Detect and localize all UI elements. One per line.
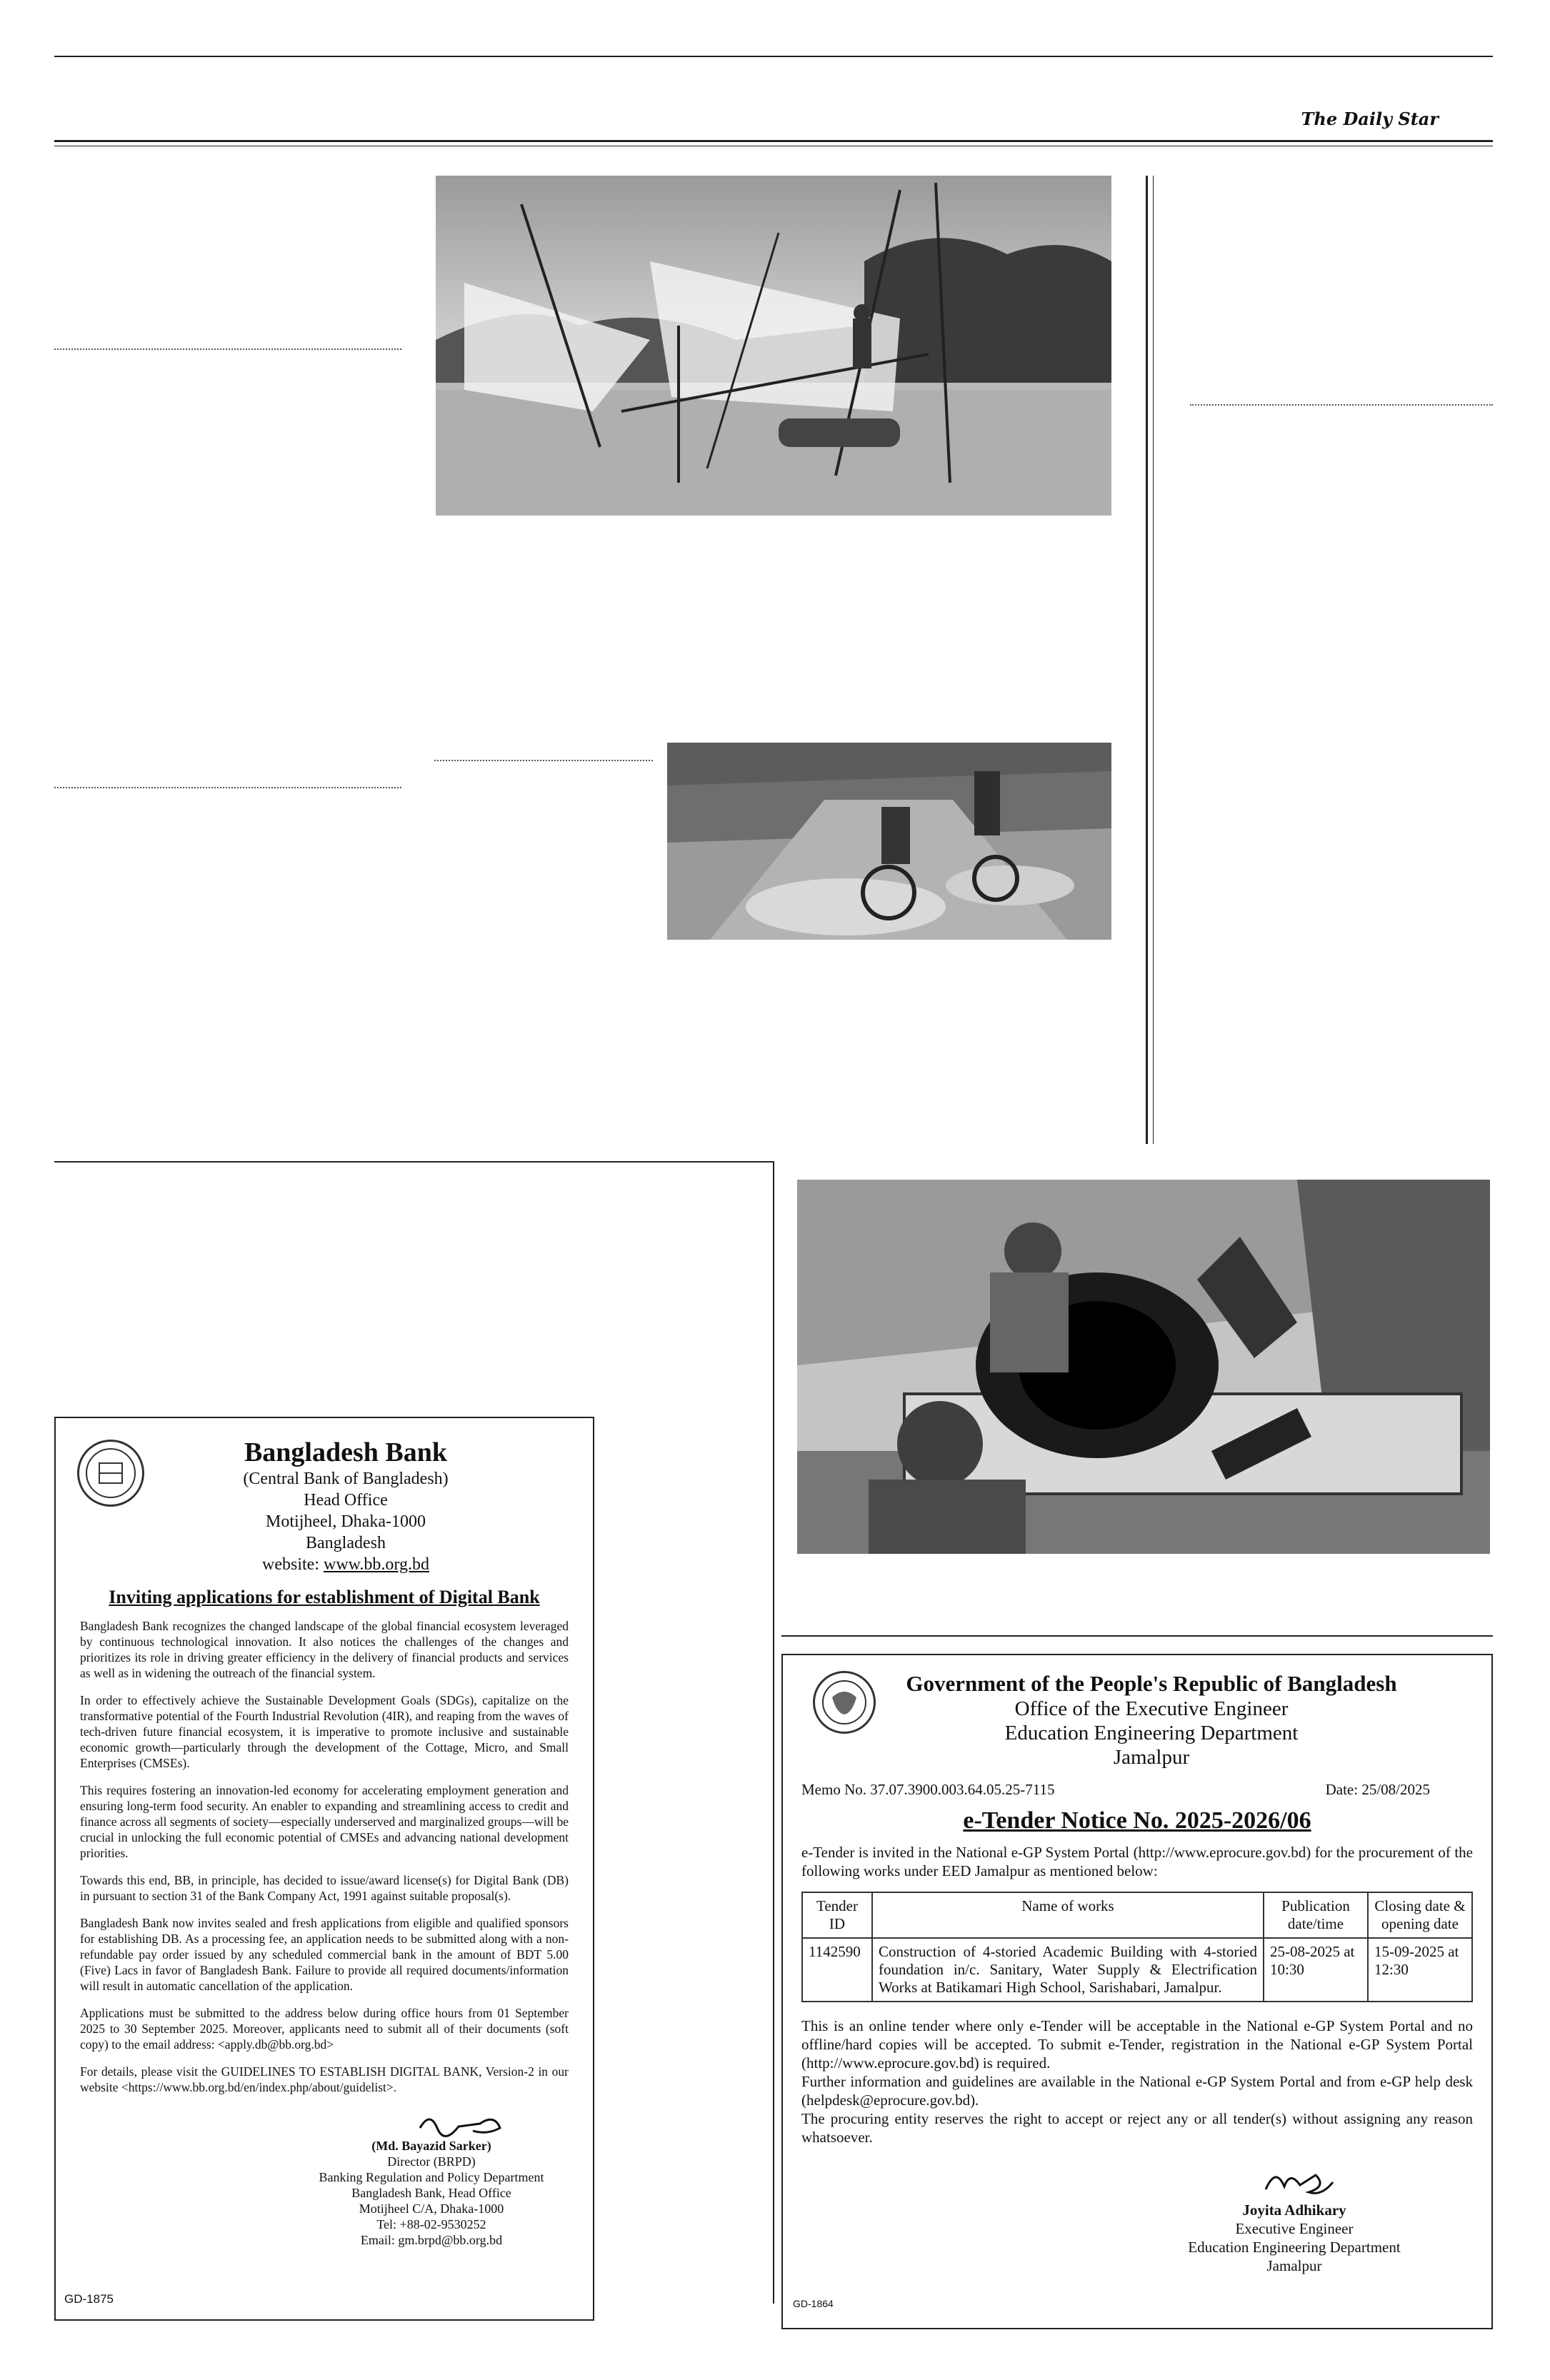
- tender-table-header-cell: Publication date/time: [1264, 1892, 1368, 1938]
- ad-bb-heading: Inviting applications for establishment of Digital Bank: [109, 1587, 540, 1607]
- truck-workers-photo: [797, 1180, 1490, 1554]
- fishing-nets-photo: [436, 176, 1111, 516]
- right-column-vertical-rule-2: [1153, 176, 1154, 1144]
- ad-eed-signer: Joyita Adhikary: [1242, 2201, 1346, 2219]
- ad-eed-signer-line: Jamalpur: [1266, 2257, 1322, 2274]
- ad-eed-signer-line: Education Engineering Department: [1188, 2239, 1401, 2256]
- header-double-rule-1: [54, 140, 1493, 142]
- fishing-nets-image: [436, 176, 1111, 516]
- ad-bb-code: GD-1875: [64, 2292, 114, 2306]
- masthead-logo: The Daily Star: [1301, 109, 1439, 129]
- lower-divider-vertical: [773, 1161, 774, 2304]
- left-column-dotted-rule-2: [54, 787, 401, 788]
- ad-bb-website-link[interactable]: www.bb.org.bd: [323, 1555, 429, 1574]
- lower-right-rule: [781, 1635, 1493, 1637]
- ad-eed-date: Date: 25/08/2025: [1325, 1781, 1430, 1798]
- tender-id-cell: 1142590: [802, 1938, 872, 2002]
- right-column-dotted-rule: [1190, 404, 1493, 406]
- ad-bb-signer-line: Bangladesh Bank, Head Office: [351, 2186, 511, 2200]
- table-row: [802, 1938, 1472, 2002]
- ad-eed-signer-line: Executive Engineer: [1235, 2220, 1354, 2237]
- ad-eed-note: The procuring entity reserves the right to accept or reject any or all tender(s) without assigning any reason whatsoever.: [801, 2110, 1473, 2146]
- ad-bb-signer-line: Tel: +88-02-9530252: [376, 2217, 486, 2231]
- tender-works-cell: Construction of 4-storied Academic Building with 4-storied foundation in/c. Sanitary, Water Supply & Electrification Works at Batikamari High School, Sarishabari, Jamalpur.: [872, 1938, 1264, 2002]
- ad-bb-paragraph-4: Towards this end, BB, in principle, has decided to issue/award license(s) for Digital Bank (DB) in pursuant to section 31 of the Bank Company Act, 1991 against suitable proposal(s).: [80, 1873, 569, 1903]
- muddy-road-photo: [667, 743, 1111, 940]
- ad-bb-paragraph-1: Bangladesh Bank recognizes the changed landscape of the global financial ecosystem leveraged by continuous technological innovation. It also notices the challenges of the changes and prioritizes its role in driving greater efficiency in the delivery of financial products and services as well as in widening the outreach of the financial system.: [80, 1619, 569, 1680]
- muddy-road-image: [667, 743, 1111, 940]
- ad-eed-signature: [1259, 2161, 1473, 2201]
- government-seal-icon: [813, 1671, 876, 1734]
- bangladesh-bank-ad: [54, 1417, 594, 2321]
- ad-bb-signer-line: Motijheel C/A, Dhaka-1000: [359, 2201, 504, 2216]
- ad-bb-office: Head Office: [304, 1491, 388, 1510]
- top-rule: [54, 56, 1493, 57]
- ad-bb-address: Motijheel, Dhaka-1000: [266, 1512, 426, 1531]
- ad-bb-paragraph-5: Bangladesh Bank now invites sealed and fresh applications from eligible and qualified sponsors for establishing DB. As a processing fee, an application needs to be submitted along with a non-refundable pay order issued by any scheduled commercial bank in the amount of BDT 5.00 (Five) Lacs in favor of Bangladesh Bank. Failure to provide all required documents/information will result in automatic cancellation of the application.: [80, 1916, 569, 1993]
- bangladesh-bank-seal-icon: [77, 1440, 144, 1507]
- ad-eed-intro: e-Tender is invited in the National e-GP System Portal (http://www.eprocure.gov.bd) for the procurement of the following works under EED Jamalpur as mentioned below:: [801, 1844, 1473, 1879]
- ad-bb-country: Bangladesh: [306, 1534, 386, 1552]
- tender-publication-cell: 25-08-2025 at 10:30: [1264, 1938, 1368, 2002]
- ad-bb-title: Bangladesh Bank: [244, 1437, 448, 1467]
- ad-eed-code: GD-1864: [793, 2298, 834, 2309]
- lower-left-rule: [54, 1161, 773, 1163]
- ad-bb-subtitle: (Central Bank of Bangladesh): [243, 1470, 449, 1488]
- ad-bb-signature: [416, 2107, 569, 2138]
- tender-table: [801, 1892, 1473, 2002]
- tender-table-header-cell: Tender ID: [802, 1892, 872, 1938]
- ad-bb-paragraph-7: For details, please visit the GUIDELINES TO ESTABLISH DIGITAL BANK, Version-2 in our website <https://www.bb.org.bd/en/index.php/about/guidelist>.: [80, 2064, 569, 2094]
- ad-bb-signer-line: Email: gm.brpd@bb.org.bd: [360, 2233, 503, 2247]
- middle-column-dotted-rule: [434, 760, 653, 761]
- tender-table-header: [802, 1892, 1472, 1938]
- ad-eed-heading: e-Tender Notice No. 2025-2026/06: [963, 1807, 1311, 1834]
- eed-tender-ad: [781, 1654, 1493, 2329]
- ad-eed-title: Government of the People's Republic of Bangladesh: [906, 1671, 1397, 1696]
- ad-eed-line4: Jamalpur: [1113, 1746, 1190, 1769]
- truck-workers-image: [797, 1180, 1490, 1554]
- ad-bb-website-label: website:: [262, 1555, 324, 1574]
- ad-eed-line2: Office of the Executive Engineer: [1014, 1697, 1289, 1720]
- ad-bb-signer: (Md. Bayazid Sarker): [371, 2139, 491, 2153]
- right-column-vertical-rule-1: [1146, 176, 1148, 1144]
- ad-eed-note: Further information and guidelines are available in the National e-GP System Portal and from e-GP help desk (helpdesk@eprocure.gov.bd).: [801, 2073, 1473, 2109]
- tender-table-header-cell: Closing date & opening date: [1368, 1892, 1472, 1938]
- ad-bb-paragraph-6: Applications must be submitted to the address below during office hours from 01 September 2025 to 30 September 2025. Moreover, applicants need to submit all of their documents (soft copy) to the email address: <apply.db@bb.org.bd>: [80, 2006, 569, 2052]
- left-column-dotted-rule: [54, 348, 401, 350]
- ad-eed-line3: Education Engineering Department: [1004, 1722, 1299, 1744]
- tender-closing-cell: 15-09-2025 at 12:30: [1368, 1938, 1472, 2002]
- ad-bb-signer-line: Banking Regulation and Policy Department: [319, 2170, 544, 2184]
- tender-table-header-cell: Name of works: [872, 1892, 1264, 1938]
- ad-eed-note: This is an online tender where only e-Tender will be acceptable in the National e-GP System Portal and no offline/hard copies will be accepted. To submit e-Tender, registration in the National e-GP System Portal (http://www.eprocure.gov.bd) is required.: [801, 2017, 1473, 2072]
- ad-eed-memo: Memo No. 37.07.3900.003.64.05.25-7115: [801, 1781, 1055, 1798]
- ad-bb-paragraph-2: In order to effectively achieve the Sustainable Development Goals (SDGs), capitalize on the transformative potential of the Fourth Industrial Revolution (4IR), and reaping from the waves of tech-driven future financial ecosystem, it is imperative to promote inclusive and sustainable economic growth—particularly through the development of the Cottage, Micro, and Small Enterprises (CMSEs).: [80, 1693, 569, 1770]
- ad-bb-paragraph-3: This requires fostering an innovation-led economy for accelerating employment generation and ensuring long-term food security. An enabler to expanding and streamlining access to credit and finance across all segments of society—especially underserved and marginalized groups—will be crucial in unlocking the full economic potential of CMSEs and advancing national development priorities.: [80, 1783, 569, 1860]
- ad-bb-signer-line: Director (BRPD): [387, 2154, 476, 2169]
